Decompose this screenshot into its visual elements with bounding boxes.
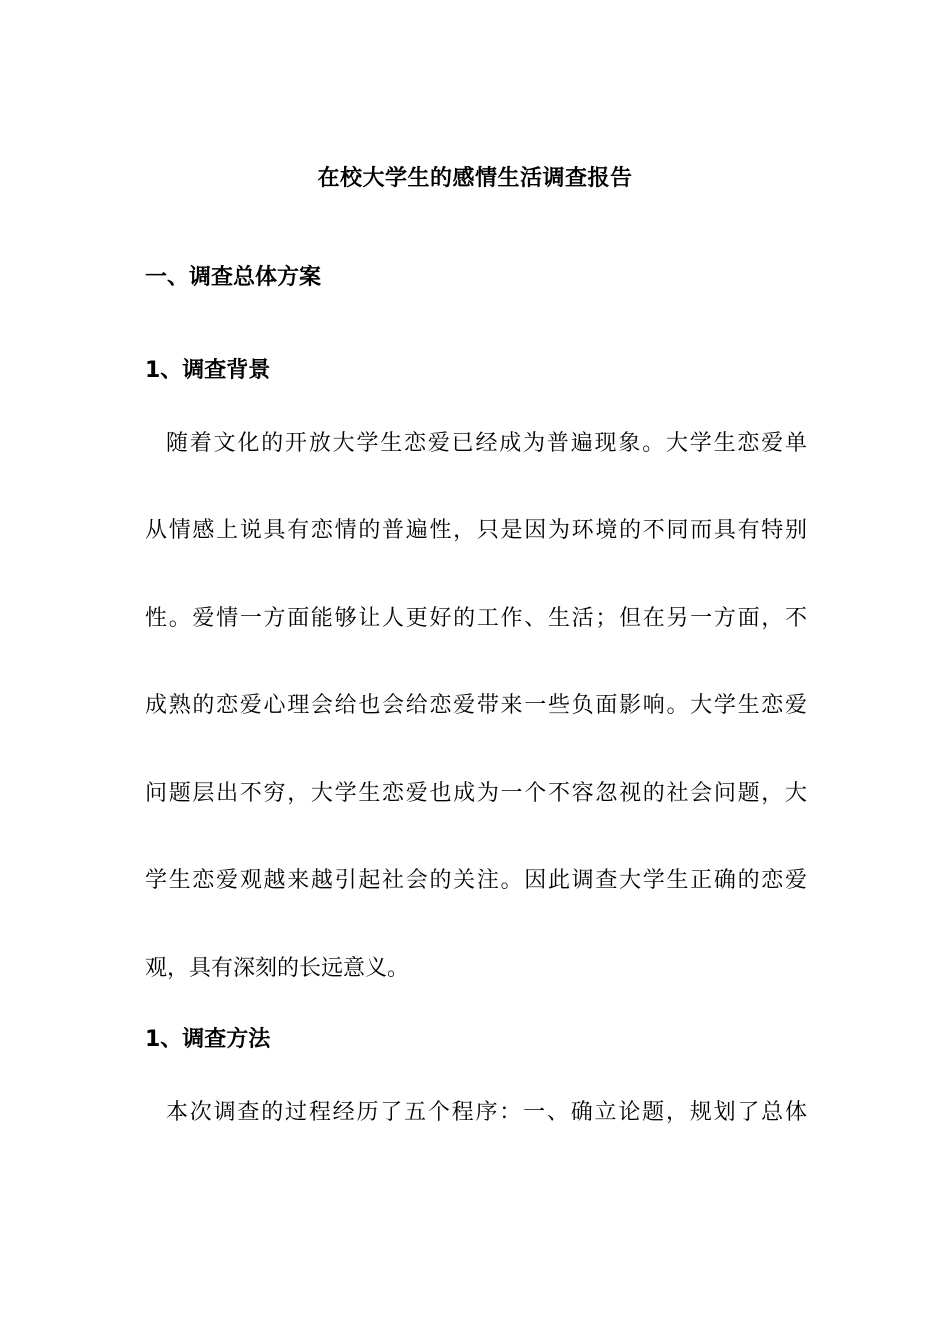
paragraph-line: 观，具有深刻的长远意义。 xyxy=(145,956,410,981)
paragraph-line: 随着文化的开放大学生恋爱已经成为普遍现象。大学生恋爱单 xyxy=(166,431,807,456)
paragraph-line: 本次调查的过程经历了五个程序：一、确立论题，规划了总体 xyxy=(166,1100,807,1125)
paragraph-line: 从情感上说具有恋情的普遍性，只是因为环境的不同而具有特别 xyxy=(145,518,807,543)
subsection-heading-background: 1、调查背景 xyxy=(145,358,271,383)
subsection-heading-method: 1、调查方法 xyxy=(145,1027,271,1052)
document-title: 在校大学生的感情生活调查报告 xyxy=(317,166,633,191)
paragraph-line: 学生恋爱观越来越引起社会的关注。因此调查大学生正确的恋爱 xyxy=(145,868,807,893)
section-heading-overall-plan: 一、调查总体方案 xyxy=(145,265,322,290)
paragraph-line: 性。爱情一方面能够让人更好的工作、生活；但在另一方面，不 xyxy=(145,606,807,631)
paragraph-line: 成熟的恋爱心理会给也会给恋爱带来一些负面影响。大学生恋爱 xyxy=(145,693,807,718)
paragraph-line: 问题层出不穷，大学生恋爱也成为一个不容忽视的社会问题，大 xyxy=(145,781,807,806)
